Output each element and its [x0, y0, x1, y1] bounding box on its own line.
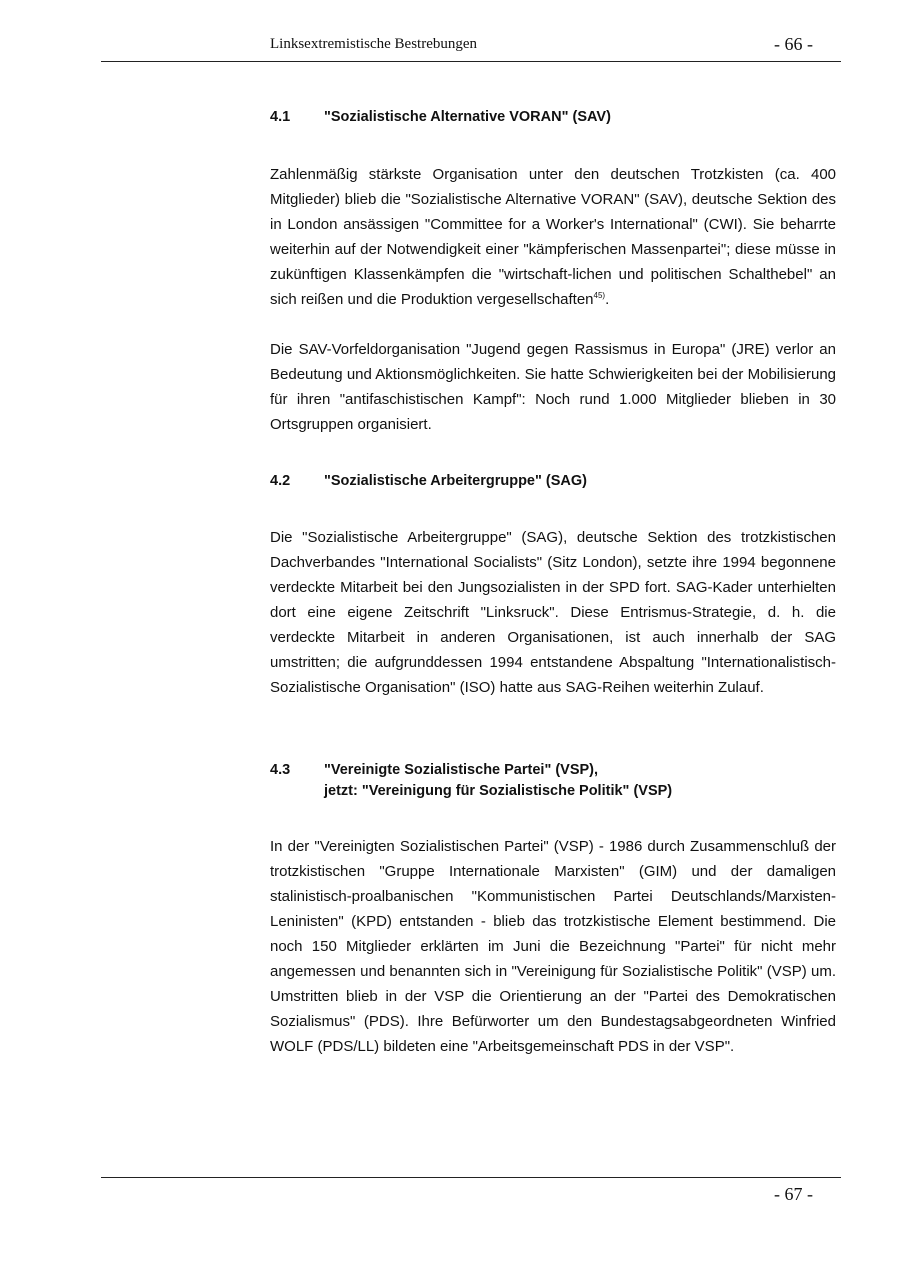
section-heading-4-3 [270, 760, 836, 802]
section-title-line2: jetzt: "Vereinigung für Sozialistische Politik" (VSP) [324, 783, 673, 799]
page-number-bottom: - 67 - [774, 1184, 813, 1204]
paragraph-vsp: In der "Vereinigten Sozialistischen Partei" (VSP) - 1986 durch Zusammenschluß der trotzkistischen "Gruppe Internationale Marxisten" (GIM) und der damaligen stalinistisch-proalbanischen "Kommunistischen Partei Deutschlands/Marxisten-Leninisten" (KPD) entstanden - blieb das trotzkistische Element bestimmend. Die noch 150 Mitglieder erklärten im Juni die Bezeichnung "Partei" für nicht mehr angemessen und benannten sich in "Vereinigung für Sozialistische Politik" (VSP) um. Umstritten blieb in der VSP die Orientierung an der "Partei des Demokratischen Sozialismus" (PDS). Ihre Befürworter um den Bundestagsabgeordneten Winfried WOLF (PDS/LL) bildeten eine "Arbeitsgemeinschaft PDS in der VSP". [270, 838, 836, 1055]
section-title: "Sozialistische Arbeitergruppe" (SAG) [324, 473, 587, 489]
page-number-top: - 66 - [774, 34, 813, 54]
section-number: 4.1 [270, 109, 291, 125]
section-title: "Vereinigte Sozialistische Partei" (VSP), [324, 762, 599, 778]
paragraph-sav-1 [270, 162, 836, 312]
paragraph-text: Zahlenmäßig stärkste Organisation unter den deutschen Trotzkisten (ca. 400 Mitglieder) blieb die "Sozialistische Alternative VORAN" (SAV), deutsche Sektion des in London ansässigen "Committee for a Worker's International" (CWI). Sie beharrte weiterhin auf der Notwendigkeit einer "kämpferischen Massenpartei"; diese müsse in zukünftigen Klassenkämpfen die "wirtschaft-lichen und politischen Schalthebel" an sich reißen und die Produktion vergesellschaften [270, 166, 836, 308]
section-number: 4.2 [270, 473, 291, 489]
running-header [101, 34, 841, 62]
footnote-ref: 45) [593, 291, 606, 300]
section-number: 4.3 [270, 762, 291, 778]
paragraph-sav-2: Die SAV-Vorfeldorganisation "Jugend gegen Rassismus in Europa" (JRE) verlor an Bedeutung und Aktionsmöglichkeiten. Sie hatte Schwierigkeiten bei der Mobilisierung für ihren "antifaschistischen Kampf": Noch rund 1.000 Mitglieder blieben in 30 Ortsgruppen organisiert. [270, 341, 836, 433]
footer-rule [101, 1177, 841, 1178]
running-title: Linksextremistische Bestrebungen [270, 36, 478, 52]
section-title: "Sozialistische Alternative VORAN" (SAV) [324, 109, 611, 125]
paragraph-sag: Die "Sozialistische Arbeitergruppe" (SAG), deutsche Sektion des trotzkistischen Dachverbandes "International Socialists" (Sitz London), setzte ihre 1994 begonnene verdeckte Mitarbeit bei den Jungsozialisten in der SPD fort. SAG-Kader unterhielten dort eine eigene Zeitschrift "Linksruck". Diese Entrismus-Strategie, d. h. die verdeckte Mitarbeit in anderen Organisationen, ist auch innerhalb der SAG umstritten; die aufgrunddessen 1994 entstandene Abspaltung "Internationalistisch-Sozialistische Organisation" (ISO) hatte aus SAG-Reihen weiterhin Zulauf. [270, 529, 836, 696]
paragraph-end: . [605, 291, 610, 308]
